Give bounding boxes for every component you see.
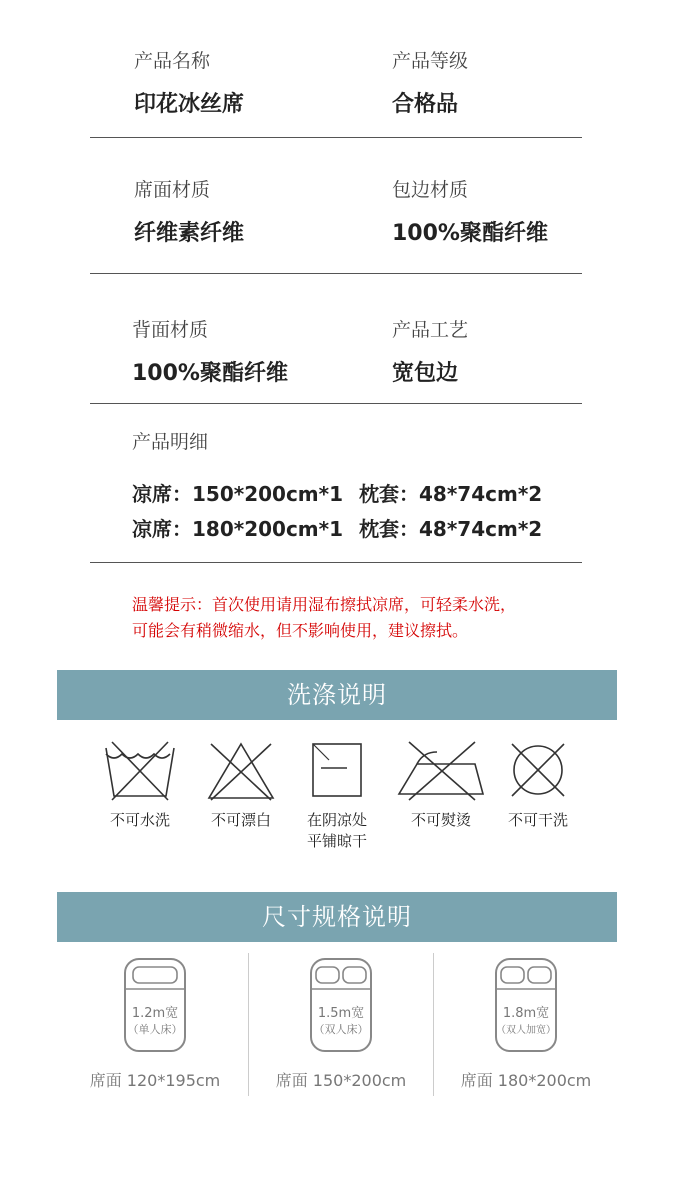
- size-separator: [248, 953, 249, 1096]
- spec-craft: [392, 315, 468, 387]
- dry-flat-in-shade-icon: [299, 738, 375, 802]
- notice-line-1: 温馨提示：首次使用请用湿布擦拭凉席，可轻柔水洗，: [132, 595, 517, 614]
- size-width-label: 1.2m宽: [131, 1006, 179, 1021]
- size-separator: [433, 953, 434, 1096]
- no-washing-icon: [102, 738, 178, 802]
- sizes-banner: 尺寸规格说明: [57, 892, 617, 942]
- spec-value: 100%聚酯纤维: [392, 221, 548, 246]
- divider: [90, 562, 582, 563]
- wash-item-no-dry-clean: [483, 738, 593, 831]
- detail-pillow: 枕套：48*74cm*2: [359, 517, 543, 541]
- size-type-label: （双人加宽）: [496, 1025, 556, 1036]
- no-dry-clean-icon: [500, 738, 576, 802]
- detail-pillow: 枕套：48*74cm*2: [359, 482, 543, 506]
- size-caption: 席面 180*200cm: [460, 1071, 592, 1090]
- no-iron-icon: [393, 738, 489, 802]
- spec-label: 产品名称: [134, 50, 211, 72]
- wash-label: 不可干洗: [507, 811, 568, 829]
- single-bed-icon: [119, 955, 191, 1055]
- wide-double-bed-icon: [490, 955, 562, 1055]
- size-type-label: （单人床）: [127, 1023, 183, 1036]
- wash-label: 不可熨烫: [410, 811, 471, 829]
- spec-back-material: [132, 315, 288, 387]
- divider: [90, 273, 582, 274]
- wash-label: 在阴凉处 平铺晾干: [306, 811, 367, 850]
- wash-item-no-iron: [386, 738, 496, 831]
- divider: [90, 137, 582, 138]
- spec-product-grade: [392, 46, 468, 118]
- detail-row: [132, 478, 542, 507]
- wash-label: 不可漂白: [210, 811, 271, 829]
- washing-banner: 洗涤说明: [57, 670, 617, 720]
- detail-mat: 凉席：180*200cm*1: [132, 517, 344, 541]
- spec-edge-material: [392, 175, 548, 247]
- size-width-label: 1.8m宽: [502, 1006, 550, 1021]
- wash-item-no-washing: [85, 738, 195, 831]
- size-width-label: 1.5m宽: [317, 1006, 365, 1021]
- spec-label: 背面材质: [132, 319, 209, 341]
- spec-label: 包边材质: [392, 179, 469, 201]
- spec-label: 产品工艺: [392, 319, 469, 341]
- wash-label: 不可水洗: [109, 811, 170, 829]
- spec-product-name: [134, 46, 244, 118]
- size-item-1-2m: [64, 955, 246, 1091]
- detail-mat: 凉席：150*200cm*1: [132, 482, 344, 506]
- divider: [90, 403, 582, 404]
- spec-value: 纤维素纤维: [134, 221, 245, 246]
- detail-row: [132, 513, 542, 542]
- spec-value: 100%聚酯纤维: [132, 361, 288, 386]
- spec-surface-material: [134, 175, 244, 247]
- spec-label: 席面材质: [134, 179, 211, 201]
- spec-label: 产品等级: [392, 50, 469, 72]
- size-caption: 席面 150*200cm: [275, 1071, 407, 1090]
- size-type-label: （双人床）: [313, 1023, 369, 1036]
- spec-value: 宽包边: [392, 361, 459, 386]
- size-item-1-5m: [250, 955, 432, 1091]
- size-item-1-8m: [435, 955, 617, 1091]
- no-bleach-icon: [203, 738, 279, 802]
- spec-value: 印花冰丝席: [134, 92, 245, 117]
- spec-value: 合格品: [392, 92, 459, 117]
- wash-item-no-bleach: [186, 738, 296, 831]
- notice-line-2: 可能会有稍微缩水，但不影响使用，建议擦拭。: [132, 621, 469, 640]
- double-bed-icon: [305, 955, 377, 1055]
- size-caption: 席面 120*195cm: [89, 1071, 221, 1090]
- details-label: 产品明细: [132, 431, 209, 453]
- wash-item-dry-flat: [282, 738, 392, 852]
